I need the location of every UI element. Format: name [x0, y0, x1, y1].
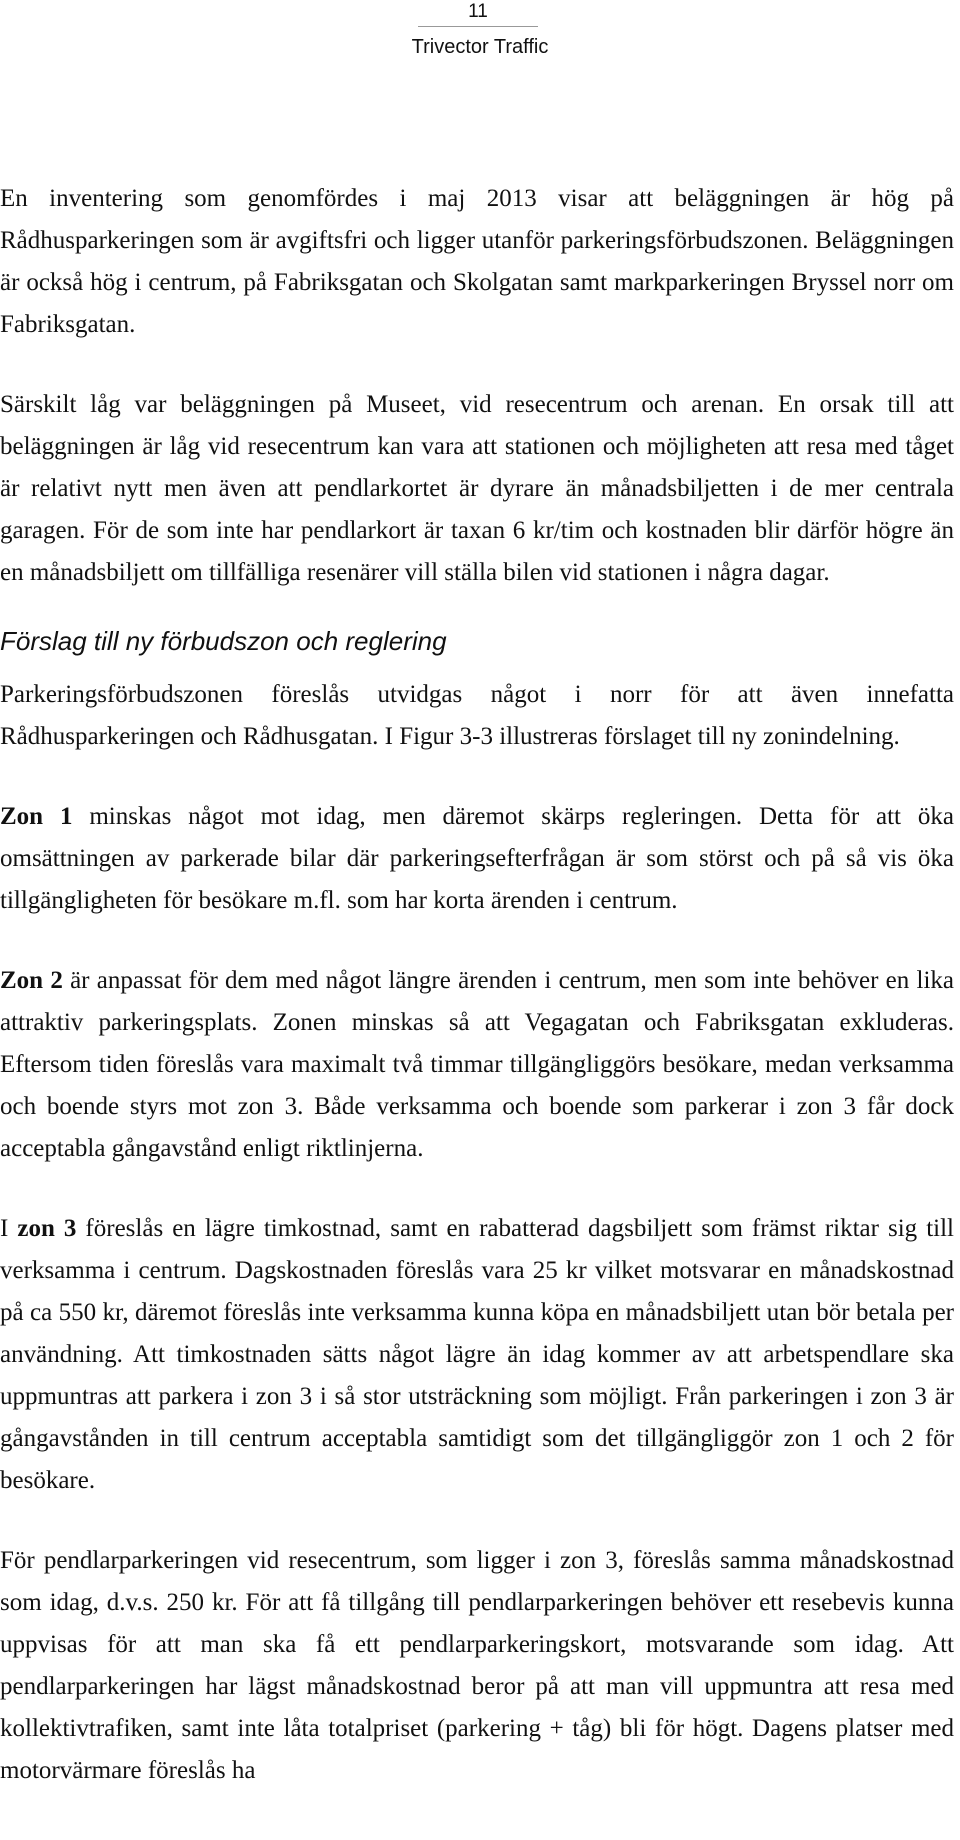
- zone-2-label: Zon 2: [0, 967, 63, 994]
- zone-1-text: minskas något mot idag, men däremot skärps regleringen. Detta för att öka omsättningen av parkerade bilar där parkeringsefterfrågan är som störst och på så vis öka tillgängligheten för besökare m.fl. som har korta ärenden i centrum.: [0, 803, 954, 914]
- paragraph-zone-1: [0, 796, 954, 922]
- paragraph-zone-2: [0, 960, 954, 1170]
- document-body: [0, 178, 954, 1830]
- zone-2-text: är anpassat för dem med något längre ärenden i centrum, men som inte behöver en lika attraktiv parkeringsplats. Zonen minskas så att Vegagatan och Fabriksgatan exkluderas. Eftersom tiden föreslås vara maximalt två timmar tillgängliggörs besökare, medan verksamma och boende styrs mot zon 3. Både verksamma och boende som parkerar i zon 3 får dock acceptabla gångavstånd enligt riktlinjerna.: [0, 967, 954, 1162]
- paragraph-low-occupancy: Särskilt låg var beläggningen på Museet, vid resecentrum och arenan. En orsak till att beläggningen är låg vid resecentrum kan vara att stationen och möjligheten att resa med tåget är relativt nytt men även att pendlarkortet är dyrare än månadsbiljetten i de mer centrala garagen. För de som inte har pendlarkort är taxan 6 kr/tim och kostnaden blir därför högre än en månadsbiljett om tillfälliga resenärer vill ställa bilen vid stationen i några dagar.: [0, 391, 954, 586]
- paragraph-commuter-parking: För pendlarparkeringen vid resecentrum, som ligger i zon 3, föreslås samma månadskostnad som idag, d.v.s. 250 kr. För att få tillgång till pendlarparkeringen behöver ett resebevis kunna uppvisas för att man ska få ett pendlarparkeringskort, motsvarande som idag. Att pendlarparkeringen har lägst månadskostnad beror på att man vill uppmuntra att resa med kollektivtrafiken, samt inte låta totalpriset (parkering + tåg) bli för högt. Dagens platser med motorvärmare föreslås ha: [0, 1547, 954, 1784]
- zone-1-label: Zon 1: [0, 803, 73, 830]
- paragraph-zone-3: [0, 1208, 954, 1502]
- zone-3-prefix: I: [0, 1215, 18, 1242]
- section-heading: Förslag till ny förbudszon och reglering: [0, 626, 447, 656]
- zone-3-text: föreslås en lägre timkostnad, samt en rabatterad dagsbiljett som främst riktar sig till verksamma i centrum. Dagskostnaden föreslås vara 25 kr vilket motsvarar en månadskostnad på ca 550 kr, däremot föreslås inte verksamma kunna köpa en månadsbiljett utan bör betala per användning. Att timkostnaden sätts något lägre än idag kommer av att arbetspendlare ska uppmuntras att parkera i zon 3 i så stor utsträckning som möjligt. Från parkeringen i zon 3 är gångavstånden in till centrum acceptabla samtidigt som det tillgängliggör zon 1 och 2 för besökare.: [0, 1215, 954, 1494]
- company-name: Trivector Traffic: [411, 36, 549, 58]
- zone-3-label: zon 3: [17, 1215, 77, 1242]
- paragraph-zone-extension: Parkeringsförbudszonen föreslås utvidgas något i norr för att även innefatta Rådhusparkeringen och Rådhusgatan. I Figur 3-3 illustreras förslaget till ny zonindelning.: [0, 681, 954, 750]
- header-divider: [418, 26, 538, 27]
- page-number: 11: [468, 1, 488, 22]
- paragraph-inventory: En inventering som genomfördes i maj 2013 visar att beläggningen är hög på Rådhusparkeringen som är avgiftsfri och ligger utanför parkeringsförbudszonen. Beläggningen är också hög i centrum, på Fabriksgatan och Skolgatan samt markparkeringen Bryssel norr om Fabriksgatan.: [0, 185, 954, 338]
